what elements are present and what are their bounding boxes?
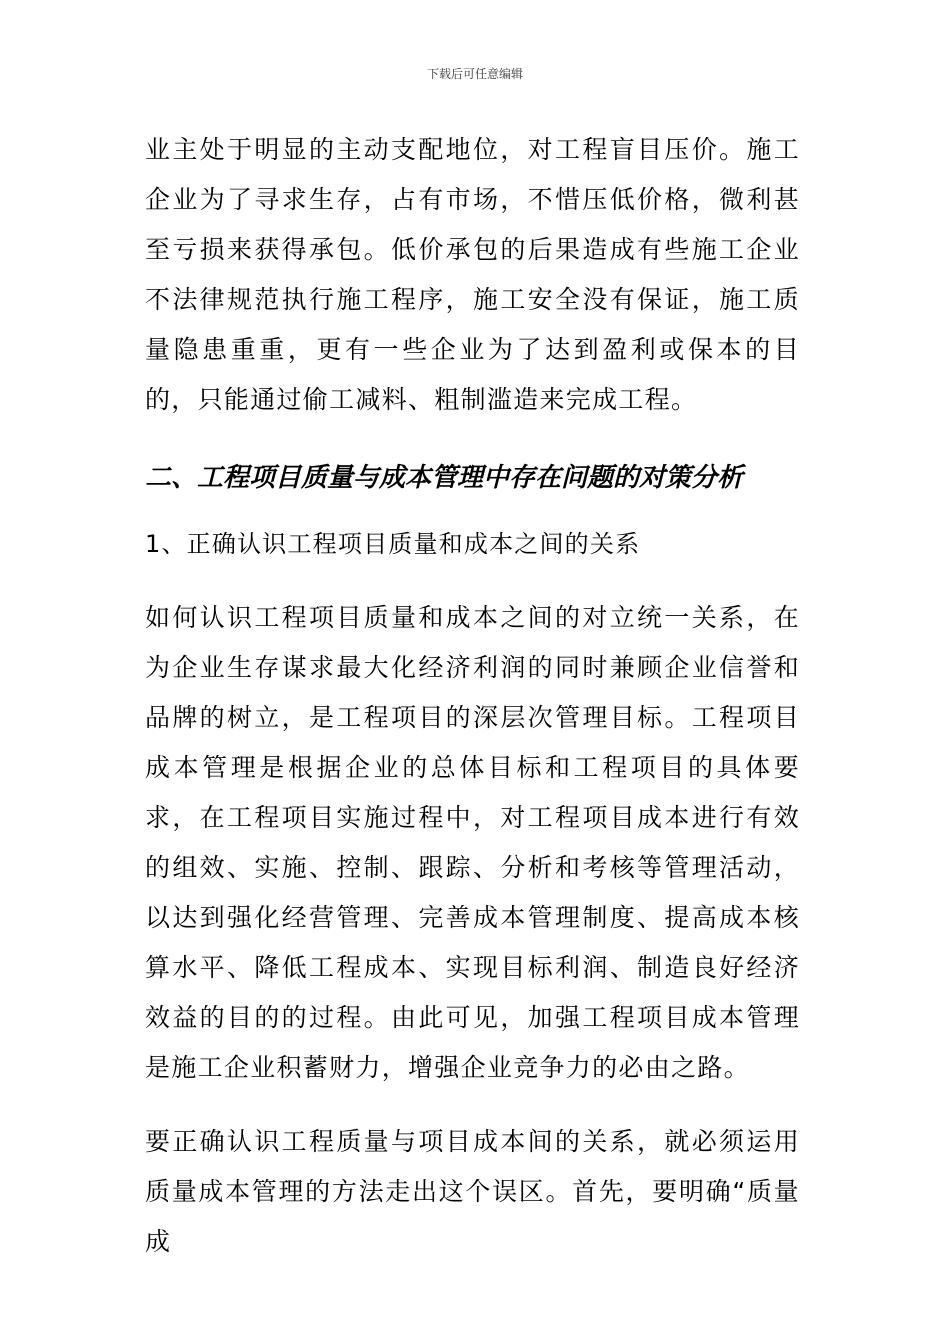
paragraph-3: 要正确认识工程质量与项目成本间的关系，就必须运用质量成本管理的方法走出这个误区。首先，要明确“质量成: [145, 1127, 800, 1256]
document-body: [145, 125, 800, 1267]
paragraph-1: 业主处于明显的主动支配地位，对工程盲目压价。施工企业为了寻求生存，占有市场，不惜压低价格，微利甚至亏损来获得承包。低价承包的后果造成有些施工企业不法律规范执行施工程序，施工安全没有保证，施工质量隐患重重，更有一些企业为了达到盈利或保本的目的，只能通过偷工减料、粗制滥造来完成工程。: [145, 135, 800, 414]
page-header: 下载后可任意编辑: [426, 67, 523, 81]
section-heading-2: 二、工程项目质量与成本管理中存在问题的对策分析: [145, 463, 744, 493]
subsection-heading-1: 1、正确认识工程项目质量和成本之间的关系: [145, 530, 641, 558]
paragraph-2: 如何认识工程项目质量和成本之间的对立统一关系，在为企业生存谋求最大化经济利润的同时兼顾企业信誉和品牌的树立，是工程项目的深层次管理目标。工程项目成本管理是根据企业的总体目标和工程项目的具体要求，在工程项目实施过程中，对工程项目成本进行有效的组效、实施、控制、跟踪、分析和考核等管理活动，以达到强化经营管理、完善成本管理制度、提高成本核算水平、降低工程成本、实现目标利润、制造良好经济效益的目的的过程。由此可见，加强工程项目成本管理是施工企业积蓄财力，增强企业竞争力的必由之路。: [145, 603, 800, 1082]
